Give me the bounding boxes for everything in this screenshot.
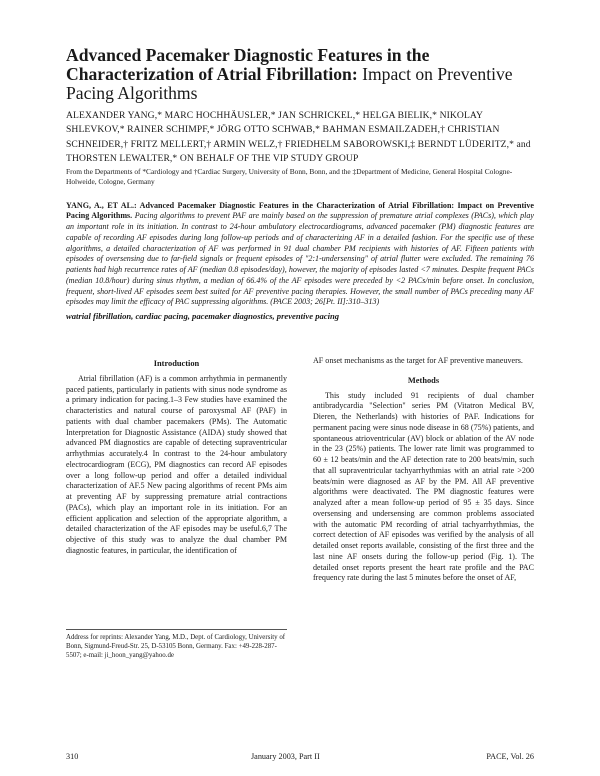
article-page xyxy=(66,45,534,761)
introduction-text: Atrial fibrillation (AF) is a common arrhythmia in permanently paced patients, particularly in patients with sinus node syndrome as a primary indication for pacing.1–3 Few studies have examined the characteristics and natural course of paroxysmal AF (PAF) in patients with dual chamber pacemakers (PMs). The Automatic Interpretation for Diagnostic Assistance (AIDA) study showed that advanced PM diagnostics are capable of detecting supraventricular arrhythmias accurately.4 In contrast to the 24-hour ambulatory electrocardiogram (ECG), PM diagnostics can record AF episodes over a long follow-up period and offer a detailed individual characterization of AF.5 New pacing algorithms of recent PMs aim at preventing AF by suppressing premature atrial contractions (PACs), which play an important role in its initiation. For an efficient application and selection of the appropriate algorithm, a detailed characterization of the AF episodes may be useful.6,7 The objective of this study was to analyze the dual chamber PM diagnostic features, in particular, the identification of xyxy=(66,373,287,555)
title-subtitle: Impact on Preventive Pacing Algorithms xyxy=(66,64,513,103)
left-column xyxy=(66,356,287,660)
abstract-body: Pacing algorithms to prevent PAF are mainly based on the suppression of premature atrial complexes (PACs), which play an important role in its initiation. In contrast to 24-hour ambulatory electrocardiograms, advanced pacemaker (PM) diagnostic features are capable of recording AF episodes during long follow-up periods and of characterizing AF in a detailed fashion. For the specific use of these algorithms, a detailed characterization of AF was performed in 91 dual chamber PM recipients with histories of AF. Fifteen patients with episodes of oversensing due to far-field signals or frequent episodes of "2:1-undersensing" of atrial flutter were excluded. The remaining 76 patients had high recurrence rates of AF (median 0.8 episodes/day), however, the majority of episodes lasted <7 minutes. Despite frequent PACs (median 10.8/hour) during sinus rhythm, a median of 66.4% of the AF episodes were preceded by <2 PACs/min before onset. In conclusion, frequent, short-lived AF episodes seem best suited for AF preventive pacing therapies. However, the small number of PACs preceding many AF episodes may limit the efficacy of PAC suppressing algorithms. (PACE 2003; 26[Pt. II]:310–313) xyxy=(66,211,534,307)
page-number: 310 xyxy=(66,752,79,761)
right-column xyxy=(313,356,534,584)
abstract-heading: YANG, A., ET AL.: Advanced Pacemaker Diagnostic Features in the Characterization of Atrial Fibrillation: Impact on Preventive Pacing Algorithms. xyxy=(66,200,534,221)
keywords: watrial fibrillation, cardiac pacing, pacemaker diagnostics, preventive pacing xyxy=(66,311,340,322)
affiliation: From the Departments of *Cardiology and †Cardiac Surgery, University of Bonn, Bonn, and the ‡Department of Medicine, General Hospital Cologne-Holweide, Cologne, Germany xyxy=(66,167,513,187)
methods-text: This study included 91 recipients of dual chamber antibradycardia "Selection" series PM (Vitatron Medical BV, Dieren, the Netherlands) with histories of PAF. Indications for permanent pacing were sinus node disease in 68 (75%) patients, and spontaneous atrioventricular (AV) block or ablation of the AV node in the 23 (25%) patients. The lower rate limit was programmed to 60 ± 12 beats/min and the AF detection rate to 200 beats/min, such that all supraventricular tachyarrhythmias with an atrial rate >200 beats/min were diagnosed as AF by the PM. All AF preventive algorithms were deactivated. The PM diagnostic features were analyzed after a mean follow-up period of 95 ± 35 days. Since oversensing and undersensing are common problems associated with the automatic PM recording of atrial tachyarrhythmias, the correct detection of AF episodes was verified by the analysis of all detailed onset reports available, consisting of the first three and the last nine AF onsets during the follow-up period (Fig. 1). The detailed onset reports present the heart rate profile and the PAC frequency rate during the last 5 minutes before the onset of AF, xyxy=(313,390,534,583)
introduction-heading: Introduction xyxy=(153,359,200,368)
author-list: ALEXANDER YANG,* MARC HOCHHÄUSLER,* JAN SCHRICKEL,* HELGA BIELIK,* NIKOLAY SHLEVKOV,* RAINER SCHIMPF,* JÖRG OTTO SCHWAB,* BAHMAN ESMAILZADEH,† CHRISTIAN SCHNEIDER,† FRITZ MELLERT,† ARMIN WELZ,† FRIEDHELM SABOROWSKI,‡ BERNDT LÜDERITZ,* and THORSTEN LEWALTER,* ON BEHALF OF THE VIP STUDY GROUP xyxy=(66,110,531,164)
methods-heading: Methods xyxy=(407,375,440,385)
page-footer xyxy=(66,752,534,764)
body-columns xyxy=(66,356,534,726)
title-main: Advanced Pacemaker Diagnostic Features in the Characterization of Atrial Fibrillation: xyxy=(66,45,430,84)
issue-date: January 2003, Part II xyxy=(251,752,320,761)
abstract xyxy=(66,201,534,309)
reprint-footnote: Address for reprints: Alexander Yang, M.D., Dept. of Cardiology, University of Bonn, Sigmund-Freud-Str. 25, D-53105 Bonn, Germany. Fax: +49-228-287-5507; e-mail: ji_hoon_yang@yahoo.de xyxy=(66,629,287,660)
introduction-continuation: AF onset mechanisms as the target for AF preventive maneuvers. xyxy=(313,356,523,365)
article-title xyxy=(66,46,534,103)
journal-volume: PACE, Vol. 26 xyxy=(486,752,534,761)
